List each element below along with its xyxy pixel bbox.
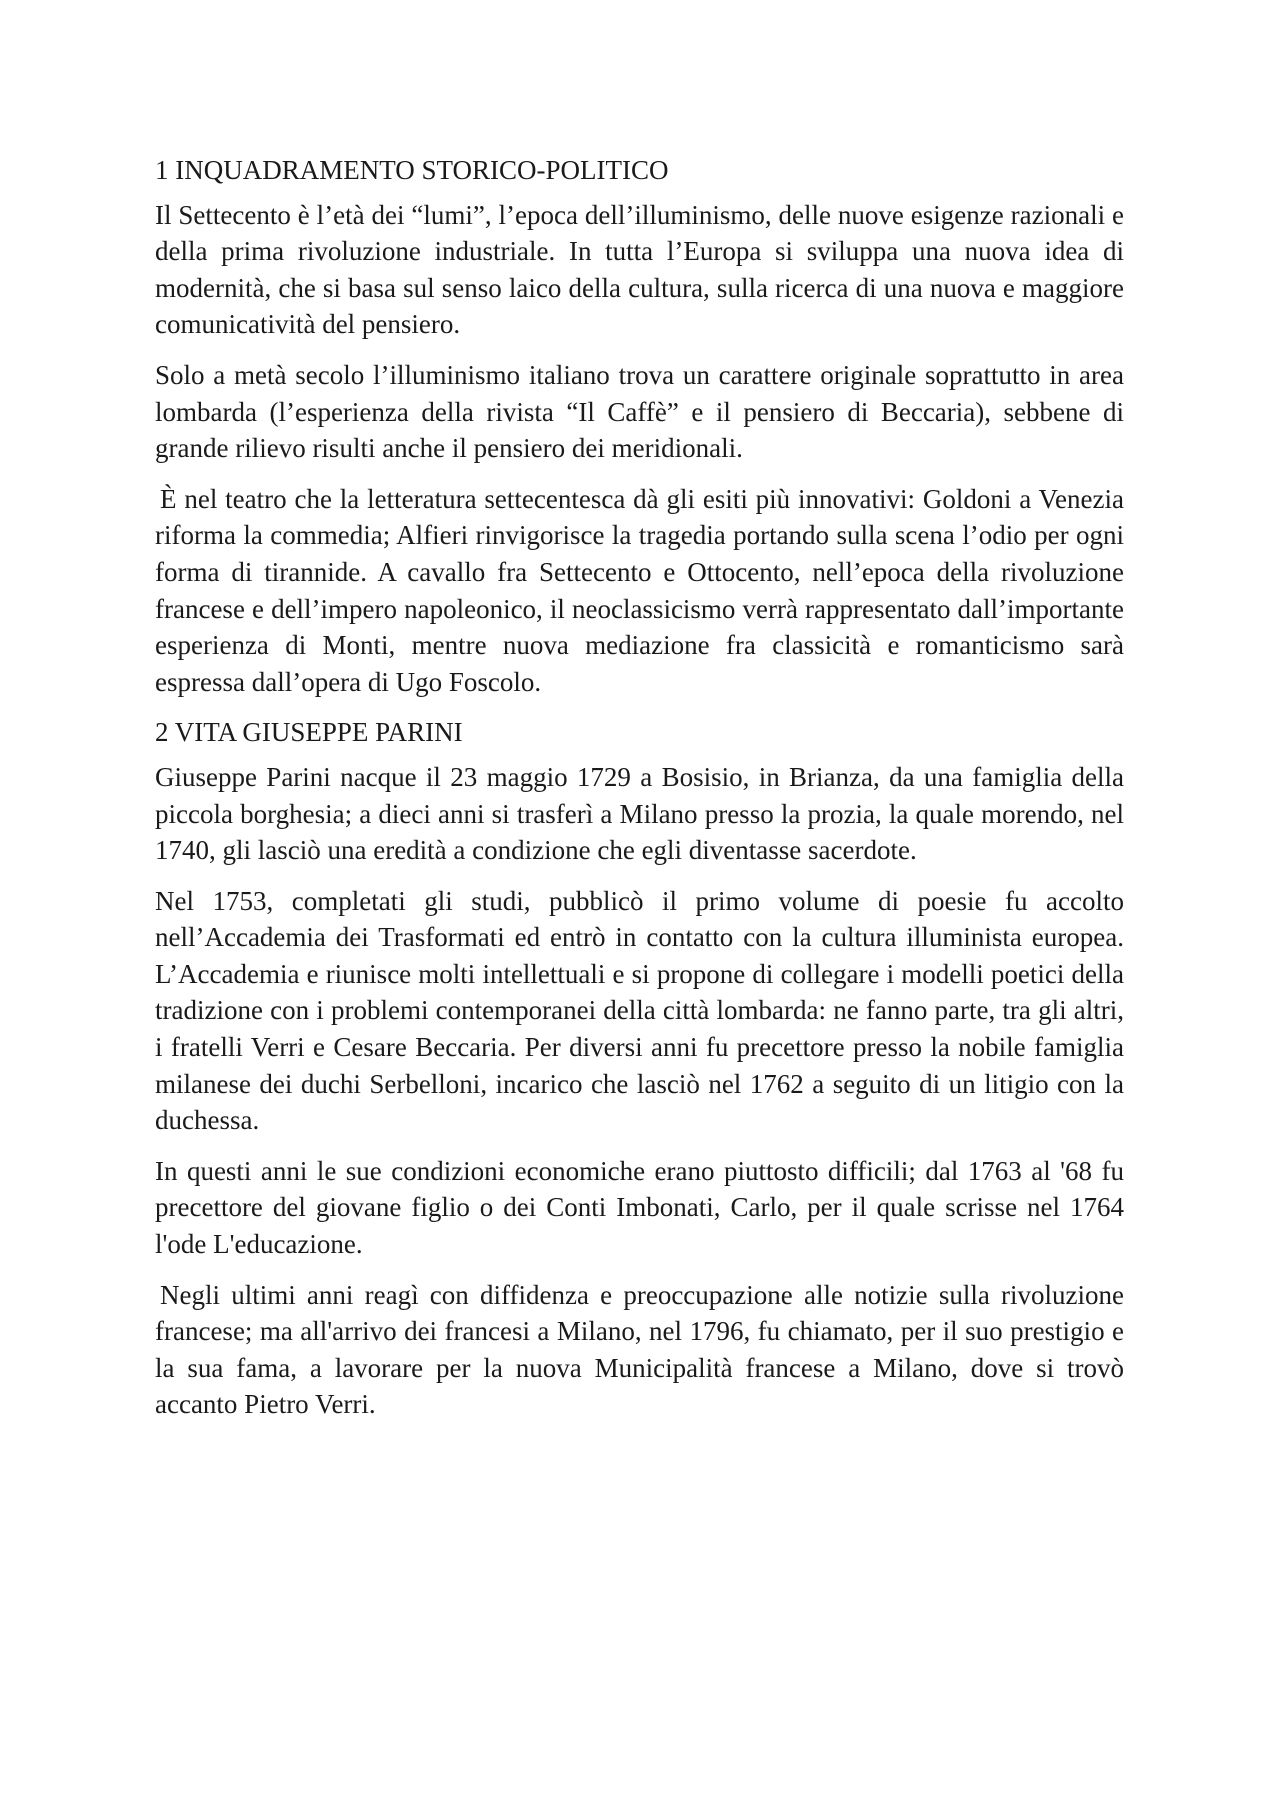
paragraph-theatre: È nel teatro che la letteratura settecentesca dà gli esiti più innovativi: Goldoni a Venezia riforma la commedia; Alfieri rinvigorisce la tragedia portando sulla scena l’odio per ogni forma di tirannide. A cavallo fra Settecento e Ottocento, nell’epoca della rivoluzione francese e dell’impero napoleonico, il neoclassicismo verrà rappresentato dall’importante esperienza di Monti, mentre nuova mediazione fra classicità e romanticismo sarà espressa dall’opera di Ugo Foscolo.: [155, 483, 1124, 697]
document-page: [155, 152, 1124, 1437]
paragraph-parini-last-years: Negli ultimi anni reagì con diffidenza e preoccupazione alle notizie sulla rivoluzione francese; ma all'arrivo dei francesi a Milano, nel 1796, fu chiamato, per il suo prestigio e la sua fama, a lavorare per la nuova Municipalità francese a Milano, dove si trovò accanto Pietro Verri.: [155, 1279, 1124, 1420]
section-heading-historical-context: 1 INQUADRAMENTO STORICO-POLITICO: [155, 155, 669, 185]
paragraph-parini-birth: Giuseppe Parini nacque il 23 maggio 1729 a Bosisio, in Brianza, da una famiglia della piccola borghesia; a dieci anni si trasferì a Milano presso la prozia, la quale morendo, nel 1740, gli lasciò una eredità a condizione che egli diventasse sacerdote.: [155, 761, 1124, 866]
paragraph-enlightenment-age: Il Settecento è l’età dei “lumi”, l’epoca dell’illuminismo, delle nuove esigenze razionali e della prima rivoluzione industriale. In tutta l’Europa si sviluppa una nuova idea di modernità, che si basa sul senso laico della cultura, sulla ricerca di una nuova e maggiore comunicatività del pensiero.: [155, 199, 1124, 340]
paragraph-parini-accademia: Nel 1753, completati gli studi, pubblicò il primo volume di poesie fu accolto nell’Accademia dei Trasformati ed entrò in contatto con la cultura illuminista europea. L’Accademia e riunisce molti intellettuali e si propone di collegare i modelli poetici della tradizione con i problemi contemporanei della città lombarda: ne fanno parte, tra gli altri, i fratelli Verri e Cesare Beccaria. Per diversi anni fu precettore presso la nobile famiglia milanese dei duchi Serbelloni, incarico che lasciò nel 1762 a seguito di un litigio con la duchessa.: [155, 885, 1124, 1136]
paragraph-italian-enlightenment: Solo a metà secolo l’illuminismo italiano trova un carattere originale soprattutto in area lombarda (l’esperienza della rivista “Il Caffè” e il pensiero di Beccaria), sebbene di grande rilievo risulti anche il pensiero dei meridionali.: [155, 359, 1124, 464]
section-heading-parini-life: 2 VITA GIUSEPPE PARINI: [155, 717, 463, 748]
paragraph-parini-economic-conditions: In questi anni le sue condizioni economiche erano piuttosto difficili; dal 1763 al '68 fu precettore del giovane figlio o dei Conti Imbonati, Carlo, per il quale scrisse nel 1764 l'ode L'educazione.: [155, 1155, 1124, 1260]
